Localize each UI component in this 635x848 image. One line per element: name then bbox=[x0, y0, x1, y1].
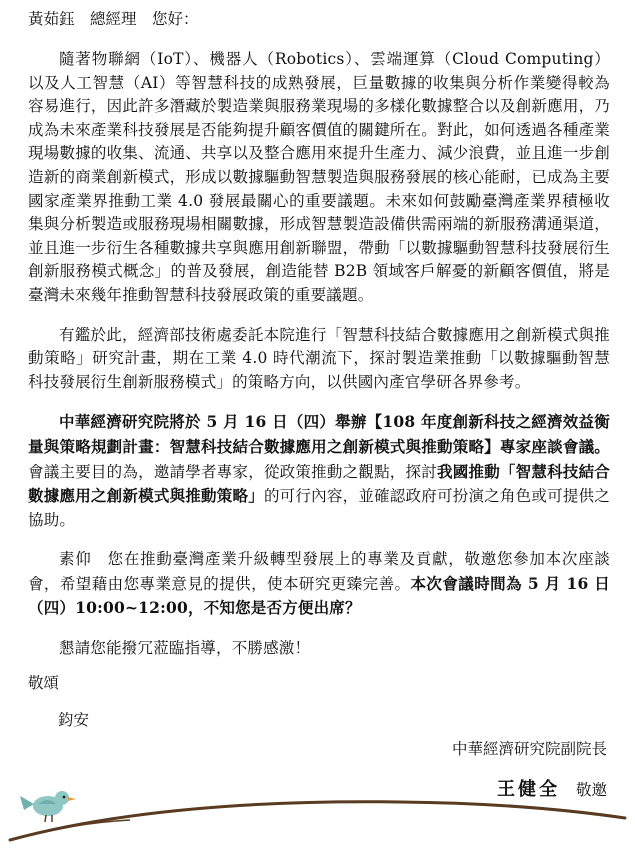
closing-wish: 鈞安 bbox=[58, 711, 90, 729]
meeting-topic: 我國推動「智慧科技結合數據應用之創新模式與推動策略」 bbox=[28, 461, 611, 506]
paragraph-meeting bbox=[28, 410, 610, 532]
meeting-announcement: 中華經濟研究院將於 5 月 16 日（四）舉辦【108 年度創新科技之經濟效益衡量與策略規劃計畫：智慧科技結合數據應用之創新模式與推動策略】專家座談會議。 bbox=[28, 412, 610, 456]
bird-icon bbox=[20, 791, 76, 822]
paragraph-request: 懇請您能撥冗蒞臨指導，不勝感激！ bbox=[59, 639, 311, 658]
meeting-purpose: 會議主要目的為，邀請學者專家，從政策推動之觀點，探討 bbox=[28, 462, 437, 481]
paragraph-commission: 有鑑於此，經濟部技術處委託本院進行「智慧科技結合數據應用之創新模式與推動策略」研究計畫，期在工業 4.0 時代潮流下，探討製造業推動「以數據驅動智慧科技發展衍生創新服務模式」的策略方向，以供國內產官學研各界參考。 bbox=[28, 325, 610, 391]
signer-name: 王健全 bbox=[496, 779, 560, 800]
meeting-time: 本次會議時間為 5 月 16 日（四）10:00~12:00，不知您是否方便出席？ bbox=[28, 573, 610, 618]
letter-body bbox=[28, 8, 610, 661]
invitation-text: 素仰 您在推動臺灣產業升級轉型發展上的專業及貢獻，敬邀您參加本次座談會，希望藉由您專業意見的提供，使本研究更臻完善。 bbox=[28, 550, 610, 593]
paragraph-intro: 隨著物聯網（IoT）、機器人（Robotics）、雲端運算（Cloud Computing）以及人工智慧（AI）等智慧科技的成熟發展，巨量數據的收集與分析作業變得較為容易進行，因此許多潛藏於製造業與服務業現場的多樣化數據整合以及創新應用，乃成為未來產業科技發展是否能夠提升顧客價值的關鍵所在。對此，如何透過各種產業現場數據的收集、流通、共享以及整合應用來提升生產力、減少浪費，並且進一步創造新的商業創新模式，形成以數據驅動智慧製造與服務發展的核心能耐，已成為主要國家產業界推動工業 4.0 發展最關心的重要議題。未來如何鼓勵臺灣產業界積極收集與分析製造或服務現場相關數據，形成智慧製造設備供需兩端的新服務溝通渠道，並且進一步衍生各種數據共享與應用創新聯盟，帶動「以數據驅動智慧科技發展衍生創新服務模式概念」的普及發展，創造能替 B2B 領域客戶解憂的新顧客價值，將是臺灣未來幾年推動智慧科技發展政策的重要議題。 bbox=[28, 50, 610, 304]
closing-regards: 敬頌 bbox=[28, 674, 60, 692]
branch-tail bbox=[10, 820, 130, 840]
branch-line bbox=[10, 802, 625, 840]
salutation: 黃茹鈺 總經理 您好： bbox=[28, 10, 199, 28]
meeting-goal: 的可行內容，並確認政府可扮演之角色或可提供之協助。 bbox=[28, 487, 610, 529]
sender-title: 中華經濟研究院副院長 bbox=[451, 740, 607, 758]
footer-decoration bbox=[0, 770, 635, 848]
paragraph-invitation bbox=[28, 548, 610, 621]
invite-word: 敬邀 bbox=[575, 781, 607, 799]
